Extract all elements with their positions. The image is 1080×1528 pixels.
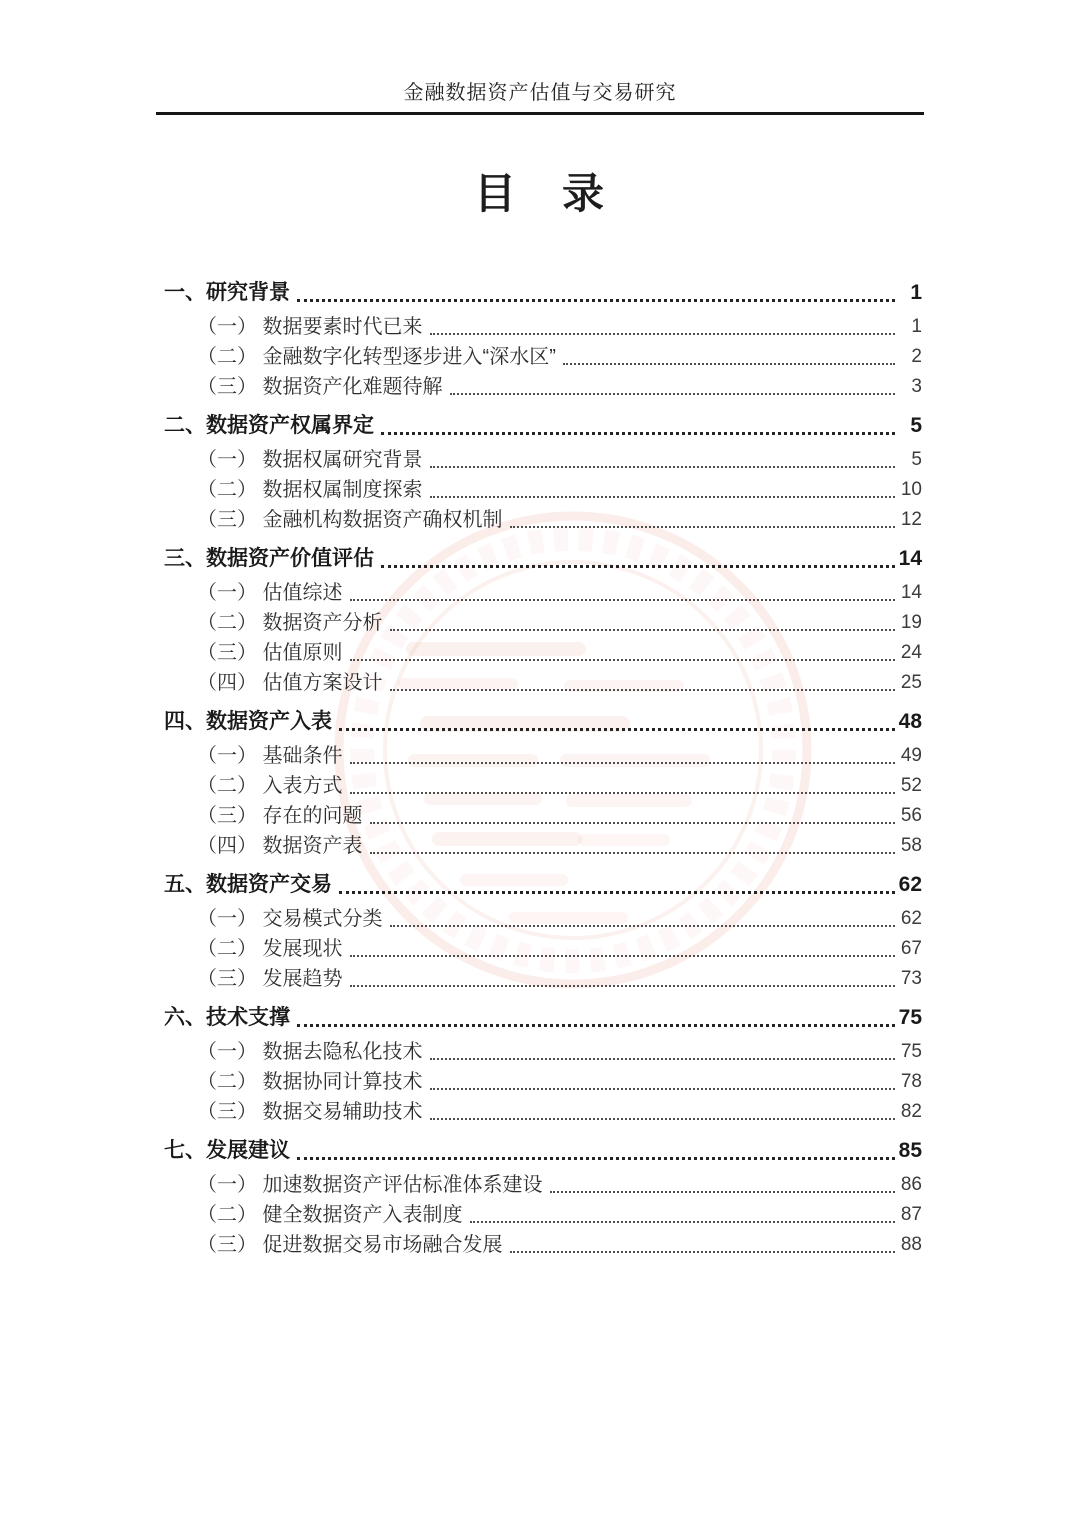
dot-leader <box>370 822 895 824</box>
toc-item-row <box>164 903 922 933</box>
dot-leader <box>370 852 895 854</box>
entry-page-number: 5 <box>911 449 922 470</box>
entry-page-number: 3 <box>911 376 922 397</box>
entry-title: （二） 健全数据资产入表制度 <box>197 1204 463 1226</box>
dot-leader <box>450 393 895 395</box>
entry-title: （三） 发展趋势 <box>197 968 343 990</box>
toc-item-row <box>164 830 922 860</box>
dot-leader <box>550 1191 895 1193</box>
toc-section-row <box>164 277 922 307</box>
entry-page-number: 2 <box>911 346 922 367</box>
entry-page-number: 1 <box>910 281 922 304</box>
entry-page-number: 24 <box>900 642 922 663</box>
toc-item-row <box>164 770 922 800</box>
dot-leader <box>381 432 895 435</box>
entry-page-number: 58 <box>900 835 922 856</box>
dot-leader <box>430 496 895 498</box>
page-title: 目 录 <box>473 170 606 217</box>
entry-title: （一） 基础条件 <box>197 745 343 767</box>
entry-page-number: 78 <box>900 1071 922 1092</box>
dot-leader <box>390 925 895 927</box>
toc-item-row <box>164 933 922 963</box>
toc-item-row <box>164 504 922 534</box>
entry-title: （二） 金融数字化转型逐步进入“深水区” <box>197 346 556 368</box>
entry-title: （三） 估值原则 <box>197 642 343 664</box>
dot-leader <box>390 629 895 631</box>
toc-item-row <box>164 963 922 993</box>
dot-leader <box>510 526 895 528</box>
toc-item-row <box>164 311 922 341</box>
toc-section-row <box>164 543 922 573</box>
entry-title: （二） 数据资产分析 <box>197 612 383 634</box>
dot-leader <box>381 565 895 568</box>
entry-page-number: 52 <box>900 775 922 796</box>
running-header-title: 金融数据资产估值与交易研究 <box>403 82 677 104</box>
entry-title: （三） 存在的问题 <box>197 805 363 827</box>
entry-page-number: 75 <box>898 1006 922 1029</box>
toc-item-row <box>164 577 922 607</box>
dot-leader <box>297 299 895 302</box>
entry-page-number: 73 <box>900 968 922 989</box>
entry-title: 七、发展建议 <box>164 1139 290 1162</box>
toc-section-row <box>164 1135 922 1165</box>
table-of-contents <box>164 277 922 1259</box>
dot-leader <box>350 955 895 957</box>
entry-page-number: 82 <box>900 1101 922 1122</box>
entry-title: 一、研究背景 <box>164 281 290 304</box>
toc-item-row <box>164 740 922 770</box>
entry-title: 六、技术支撑 <box>164 1006 290 1029</box>
dot-leader <box>350 599 895 601</box>
dot-leader <box>510 1251 895 1253</box>
entry-page-number: 48 <box>898 710 922 733</box>
toc-item-row <box>164 474 922 504</box>
toc-section-row <box>164 869 922 899</box>
entry-title: （二） 数据协同计算技术 <box>197 1071 423 1093</box>
entry-page-number: 1 <box>911 316 922 337</box>
entry-title: （四） 估值方案设计 <box>197 672 383 694</box>
entry-page-number: 5 <box>910 414 922 437</box>
entry-page-number: 12 <box>900 509 922 530</box>
entry-title: （二） 发展现状 <box>197 938 343 960</box>
dot-leader <box>339 891 895 894</box>
toc-item-row <box>164 667 922 697</box>
entry-page-number: 49 <box>900 745 922 766</box>
entry-title: （三） 促进数据交易市场融合发展 <box>197 1234 503 1256</box>
entry-title: （二） 入表方式 <box>197 775 343 797</box>
entry-page-number: 75 <box>900 1041 922 1062</box>
dot-leader <box>390 689 895 691</box>
entry-page-number: 67 <box>900 938 922 959</box>
dot-leader <box>339 728 895 731</box>
toc-item-row <box>164 607 922 637</box>
entry-title: 三、数据资产价值评估 <box>164 547 374 570</box>
entry-title: （一） 加速数据资产评估标准体系建设 <box>197 1174 543 1196</box>
entry-title: （一） 数据权属研究背景 <box>197 449 423 471</box>
toc-item-row <box>164 1229 922 1259</box>
entry-title: （二） 数据权属制度探索 <box>197 479 423 501</box>
dot-leader <box>470 1221 895 1223</box>
entry-title: （三） 数据交易辅助技术 <box>197 1101 423 1123</box>
toc-item-row <box>164 800 922 830</box>
dot-leader <box>430 466 895 468</box>
toc-item-row <box>164 1096 922 1126</box>
toc-section-row <box>164 1002 922 1032</box>
entry-title: 二、数据资产权属界定 <box>164 414 374 437</box>
entry-page-number: 86 <box>900 1174 922 1195</box>
entry-page-number: 85 <box>898 1139 922 1162</box>
toc-item-row <box>164 1036 922 1066</box>
dot-leader <box>350 659 895 661</box>
toc-item-row <box>164 371 922 401</box>
entry-title: （一） 数据要素时代已来 <box>197 316 423 338</box>
toc-section-row <box>164 410 922 440</box>
dot-leader <box>563 363 895 365</box>
dot-leader <box>430 1118 895 1120</box>
toc-item-row <box>164 444 922 474</box>
header-rule <box>156 112 924 115</box>
dot-leader <box>350 792 895 794</box>
dot-leader <box>430 1058 895 1060</box>
entry-title: （一） 估值综述 <box>197 582 343 604</box>
entry-page-number: 25 <box>900 672 922 693</box>
entry-page-number: 88 <box>900 1234 922 1255</box>
entry-page-number: 62 <box>900 908 922 929</box>
entry-title: （一） 数据去隐私化技术 <box>197 1041 423 1063</box>
entry-page-number: 87 <box>900 1204 922 1225</box>
dot-leader <box>350 985 895 987</box>
entry-title: （三） 数据资产化难题待解 <box>197 376 443 398</box>
toc-item-row <box>164 1169 922 1199</box>
entry-title: 五、数据资产交易 <box>164 873 332 896</box>
toc-section-row <box>164 706 922 736</box>
entry-page-number: 56 <box>900 805 922 826</box>
toc-item-row <box>164 637 922 667</box>
toc-item-row <box>164 1199 922 1229</box>
entry-title: （三） 金融机构数据资产确权机制 <box>197 509 503 531</box>
dot-leader <box>430 1088 895 1090</box>
entry-title: （四） 数据资产表 <box>197 835 363 857</box>
dot-leader <box>297 1157 895 1160</box>
entry-page-number: 62 <box>898 873 922 896</box>
entry-title: 四、数据资产入表 <box>164 710 332 733</box>
entry-page-number: 19 <box>900 612 922 633</box>
entry-page-number: 10 <box>900 479 922 500</box>
entry-title: （一） 交易模式分类 <box>197 908 383 930</box>
toc-item-row <box>164 341 922 371</box>
dot-leader <box>297 1024 895 1027</box>
dot-leader <box>430 333 895 335</box>
entry-page-number: 14 <box>900 582 922 603</box>
dot-leader <box>350 762 895 764</box>
entry-page-number: 14 <box>898 547 922 570</box>
toc-item-row <box>164 1066 922 1096</box>
